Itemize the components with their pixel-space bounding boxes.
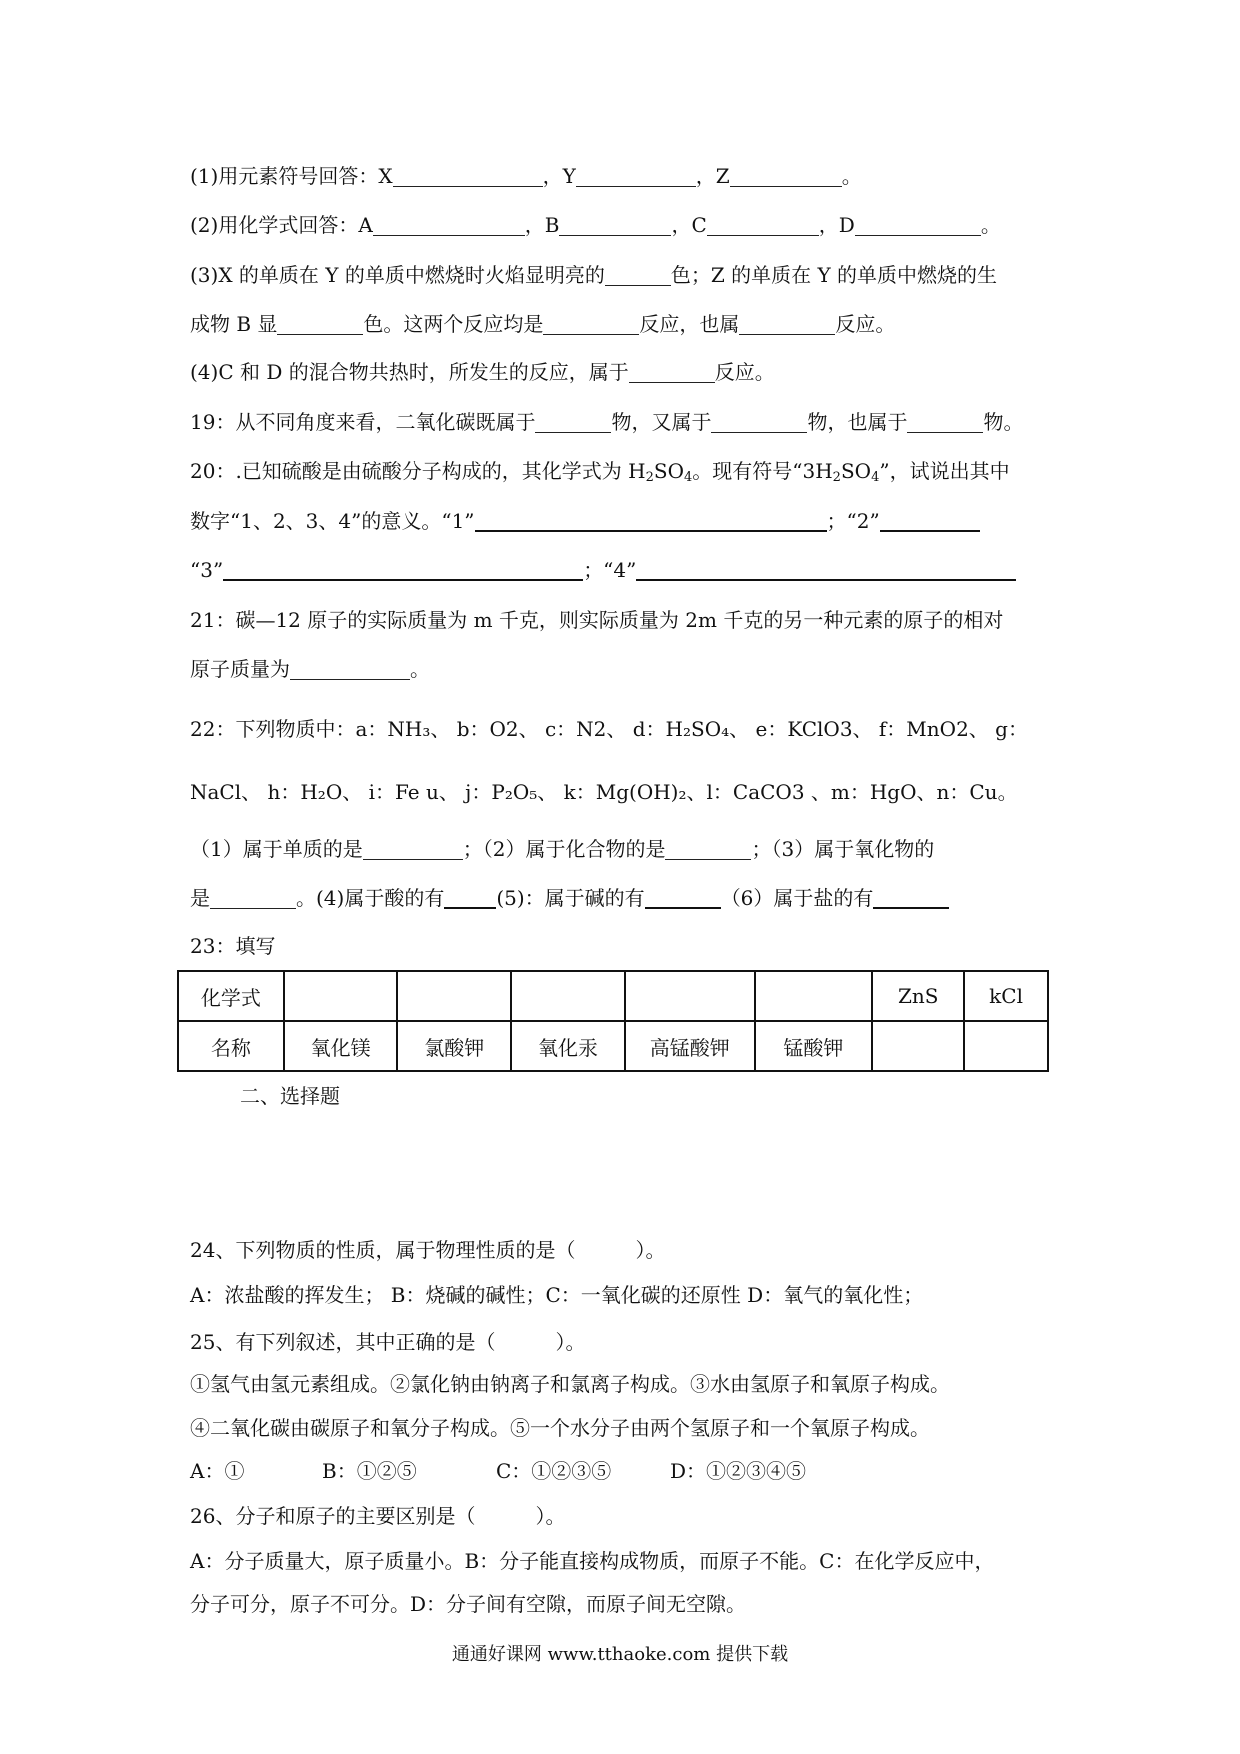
- table-cell-name[interactable]: [964, 1021, 1048, 1071]
- q20-meaning-1-label: 数字“1、2、3、4”的意义。“1”: [190, 509, 475, 533]
- table-row-formula: [178, 971, 1048, 1021]
- q25-statements-1: ①氢气由氢元素组成。②氯化钠由钠离子和氯离子构成。③水由氢原子和氧原子构成。: [190, 1372, 950, 1396]
- answer-blank-flame-color[interactable]: [605, 263, 671, 286]
- q22-sub6-label: （6）属于盐的有: [720, 886, 874, 910]
- answer-blank-reaction-type-1[interactable]: [543, 312, 639, 335]
- q18-part4: [190, 358, 775, 386]
- table-cell-name: 锰酸钾: [755, 1021, 873, 1071]
- q19-text-2: 物，又属于: [611, 410, 712, 434]
- option-a[interactable]: A：①: [190, 1459, 245, 1483]
- q26-options-1: A：分子质量大，原子质量小。B：分子能直接构成物质，而原子不能。C：在化学反应中，: [190, 1549, 995, 1573]
- subscript: 4: [871, 470, 880, 485]
- q20-formula-2: SO: [840, 459, 872, 483]
- q18-part2-d-label: ，D: [818, 213, 855, 237]
- q20-text-2: 。现有符号“3H: [692, 459, 833, 483]
- table-cell-name[interactable]: [872, 1021, 964, 1071]
- q24-options: A：浓盐酸的挥发生； B：烧碱的碱性；C：一氧化碳的还原性 D：氧气的氧化性；: [190, 1283, 924, 1307]
- q19: [190, 408, 1023, 436]
- q20-line1: [190, 457, 1010, 485]
- answer-blank-x[interactable]: [393, 164, 543, 187]
- answer-blank-q19-2[interactable]: [711, 410, 807, 433]
- q20-text-3: ”，试说出其中: [879, 459, 1010, 483]
- answer-blank-q19-1[interactable]: [535, 410, 611, 433]
- q21-end: 。: [410, 657, 430, 681]
- q21-text: 原子质量为: [190, 657, 290, 681]
- option-b[interactable]: B：①②⑤: [322, 1459, 417, 1483]
- q24-stem: 24、下列物质的性质，属于物理性质的是（ ）。: [190, 1238, 666, 1262]
- q22-substances-line1: 22：下列物质中：a：NH₃、 b：O2、 c：N2、 d：H₂SO₄、 e：KClO3、 f：MnO2、 g：: [190, 717, 1028, 741]
- q18-part3-text-2: 色；Z 的单质在 Y 的单质中燃烧的生: [670, 263, 998, 287]
- table-cell-formula[interactable]: [511, 971, 625, 1021]
- table-cell-name: 氧化汞: [511, 1021, 625, 1071]
- q22-line3: [190, 835, 934, 863]
- q20-formula: SO: [653, 459, 684, 483]
- table-cell-formula[interactable]: [755, 971, 873, 1021]
- table-cell-formula[interactable]: [284, 971, 398, 1021]
- q18-part1: [190, 162, 862, 190]
- q25-statements-2: ④二氧化碳由碳原子和氧分子构成。⑤一个水分子由两个氢原子和一个氧原子构成。: [190, 1416, 930, 1440]
- q18-part3b-text-2: 色。这两个反应均是: [363, 312, 544, 336]
- q18-part2-a-label: (2)用化学式回答：A: [190, 213, 373, 237]
- table-cell-formula[interactable]: [625, 971, 755, 1021]
- option-d[interactable]: D：①②③④⑤: [670, 1459, 807, 1483]
- q18-part2-end: 。: [980, 213, 1001, 237]
- table-cell-name: 氯酸钾: [397, 1021, 511, 1071]
- option-c[interactable]: C：①②③⑤: [496, 1459, 612, 1483]
- q18-part3b-text: 成物 B 显: [190, 312, 278, 336]
- q22-sub3-cont: 是: [190, 886, 210, 910]
- q18-part3b-text-3: 反应，也属: [639, 312, 740, 336]
- q18-part1-z-label: ，Z: [695, 164, 730, 188]
- answer-blank-bases[interactable]: [645, 885, 721, 909]
- answer-blank-compounds[interactable]: [665, 837, 751, 860]
- q18-part2: [190, 211, 1001, 239]
- q18-part1-y-label: ，Y: [542, 164, 576, 188]
- q22-sub3-label: ；（3）属于氧化物的: [751, 837, 935, 861]
- q22-line4: [190, 884, 949, 912]
- answer-blank-relative-mass[interactable]: [290, 657, 410, 680]
- table-cell-formula: kCl: [964, 971, 1048, 1021]
- q22-substances-line2: NaCl、 h：H₂O、 i：Fe u、 j：P₂O₅、 k：Mg(OH)₂、l：CaCO3 、m：HgO、n：Cu。: [190, 780, 1018, 804]
- answer-blank-y[interactable]: [576, 164, 696, 187]
- q22-sub2-label: ；（2）属于化合物的是: [462, 837, 666, 861]
- answer-blank-meaning-4[interactable]: [636, 557, 1016, 581]
- subscript: 4: [684, 470, 693, 485]
- q18-part4-end: 反应。: [714, 360, 775, 384]
- answer-blank-a[interactable]: [373, 213, 525, 236]
- answer-blank-c[interactable]: [707, 213, 819, 236]
- q18-part1-end: 。: [841, 164, 862, 188]
- q20-text: 20：.已知硫酸是由硫酸分子构成的，其化学式为 H: [190, 459, 646, 483]
- section-heading-choice: 二、选择题: [240, 1084, 340, 1108]
- q18-part3: [190, 261, 997, 289]
- q18-part4-text: (4)C 和 D 的混合物共热时，所发生的反应，属于: [190, 360, 629, 384]
- q21-line2: [190, 655, 430, 683]
- q18-part3b-end: 反应。: [835, 312, 896, 336]
- q18-part3-cont: [190, 310, 895, 338]
- q20-meaning-4-label: ；“4”: [583, 558, 637, 582]
- q19-text: 19：从不同角度来看，二氧化碳既属于: [190, 410, 536, 434]
- answer-blank-b[interactable]: [559, 213, 671, 236]
- answer-blank-elements[interactable]: [363, 837, 463, 860]
- subscript: 2: [645, 470, 654, 485]
- q20-line3: [190, 556, 1016, 584]
- q22-sub4-label: 。(4)属于酸的有: [296, 886, 445, 910]
- q21-line1: 21：碳—12 原子的实际质量为 m 千克，则实际质量为 2m 千克的另一种元素的原子的相对: [190, 608, 1004, 632]
- q18-part1-x-label: (1)用元素符号回答：X: [190, 164, 393, 188]
- answer-blank-acids[interactable]: [444, 885, 496, 909]
- row-label-name: 名称: [178, 1021, 284, 1071]
- q26-options-2: 分子可分，原子不可分。D：分子间有空隙，而原子间无空隙。: [190, 1592, 747, 1616]
- answer-blank-reaction-type-2[interactable]: [739, 312, 835, 335]
- subscript: 2: [832, 470, 841, 485]
- q18-part2-c-label: ，C: [671, 213, 707, 237]
- table-cell-name: 氧化镁: [284, 1021, 398, 1071]
- q22-sub5-label: (5)：属于碱的有: [496, 886, 645, 910]
- q19-text-3: 物，也属于: [807, 410, 908, 434]
- answer-blank-z[interactable]: [730, 164, 842, 187]
- q18-part2-b-label: ，B: [524, 213, 560, 237]
- table-cell-formula[interactable]: [397, 971, 511, 1021]
- q23-fill-table: [177, 970, 1049, 1072]
- q25-options: [190, 1457, 806, 1485]
- answer-blank-q19-3[interactable]: [907, 410, 983, 433]
- answer-blank-meaning-2[interactable]: [880, 508, 980, 532]
- q20-line2: [190, 507, 980, 535]
- answer-blank-d[interactable]: [855, 213, 981, 236]
- table-row-name: [178, 1021, 1048, 1071]
- answer-blank-meaning-3[interactable]: [223, 557, 583, 581]
- q22-sub1-label: （1）属于单质的是: [190, 837, 363, 861]
- q23-title: 23：填写: [190, 934, 276, 958]
- q25-stem: 25、有下列叙述，其中正确的是（ ）。: [190, 1330, 586, 1354]
- q20-meaning-2-label: ；“2”: [826, 509, 880, 533]
- page-footer: 通通好课网 www.tthaoke.com 提供下载: [451, 1644, 789, 1665]
- answer-blank-oxides[interactable]: [210, 886, 296, 909]
- answer-blank-reaction-type-3[interactable]: [629, 360, 715, 383]
- q26-stem: 26、分子和原子的主要区别是（ ）。: [190, 1504, 566, 1528]
- answer-blank-salts[interactable]: [873, 885, 949, 909]
- table-cell-formula: ZnS: [872, 971, 964, 1021]
- answer-blank-product-color[interactable]: [277, 312, 363, 335]
- table-cell-name: 高锰酸钾: [625, 1021, 755, 1071]
- q19-end: 物。: [983, 410, 1024, 434]
- answer-blank-meaning-1[interactable]: [475, 508, 827, 532]
- q18-part3-text: (3)X 的单质在 Y 的单质中燃烧时火焰显明亮的: [190, 263, 605, 287]
- row-label-formula: 化学式: [178, 971, 284, 1021]
- q20-meaning-3-label: “3”: [190, 558, 224, 582]
